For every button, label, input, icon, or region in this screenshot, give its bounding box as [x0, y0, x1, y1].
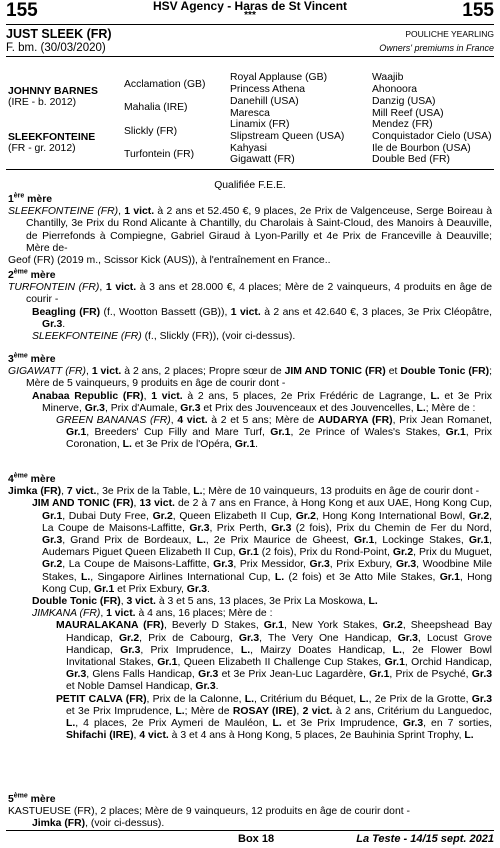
gen4-6: Conquistador Cielo (USA) [372, 131, 492, 142]
gen3-4: Maresca [230, 108, 270, 119]
produce-text: PETIT CALVA (FR), Prix de la Calonne, L., Critérium du Béquet, L., 2e Prix de la Grotte, Gr.3 et 3e Prix Imprudence, L.; Mère de ROSAY (IRE), 2 vict. à 2 ans, Critérium du Languedoc, L., 4 places, 2e Prix Aymeri de Mauléon, L. et 3e Prix Imprudence, Gr.3, en 7 sorties, Shifachi (IRE), 4 vict. à 3 et 4 ans à Hong Kong, 5 places, 2e Bauhinia Sprint Trophy, L. [56, 693, 492, 742]
produce-text: KASTUEUSE (FR), 2 places; Mère de 9 vainqueurs, 12 produits en âge de courir dont - [8, 806, 410, 818]
divider-pedigree [6, 56, 494, 57]
first-dam-section [8, 194, 492, 267]
divider-top [6, 24, 494, 25]
gen3-5: Linamix (FR) [230, 119, 290, 130]
produce-text: JIMKANA (FR), 1 vict. à 4 ans, 16 places; Mère de : [32, 608, 273, 620]
produce-text: SLEEKFONTEINE (FR), 1 vict. à 2 ans et 52.450 €, 9 places, 2e Prix de Valgenceuse, Serge Boireau à Chantilly, 3e Prix du Rond Alicante à Chantilly, du Charolais à Saint-Cloud, des Manoirs à Deauville, de Pierrefonds à Compiegne, Gabriel Giraud à Lyon-Parilly et 4e Prix de Franceville à Deauville; Mère de- [8, 206, 492, 254]
gen3-2: Princess Athena [230, 84, 306, 95]
gen4-8: Double Bed (FR) [372, 154, 450, 165]
produce-text: Jimka (FR), (voir ci-dessus). [32, 818, 165, 830]
gen4-4: Mill Reef (USA) [372, 108, 444, 119]
page-header [6, 0, 494, 22]
produce-text: SLEEKFONTEINE (FR) (f., Slickly (FR)), (voir ci-dessus). [32, 331, 296, 343]
gen4-1: Waajib [372, 72, 404, 83]
produce-text: MAURALAKANA (FR), Beverly D Stakes, Gr.1, New York Stakes, Gr.2, Sheepshead Bay Handicap, Gr.2, Prix de Cabourg, Gr.3, The Very One Handicap, Gr.3, Locust Grove Handicap, Gr.3, Prix Imprudence, L., Mairzy Doates Handicap, L., 2e Flower Bowl Invitational Stakes, Gr.1, Queen Elizabeth II Challenge Cup Stakes, Gr.1, Orchid Handicap, Gr.3, Glens Falls Handicap, Gr.3 et 3e Prix Jean-Luc Lagardère, Gr.1, Prix de Psyché, Gr.3 et Noble Damsel Handicap, Gr.3. [56, 620, 493, 693]
produce-text: Geof (FR) (2019 m., Scissor Kick (AUS)), à l'entraînement en France.. [8, 255, 331, 267]
section-heading: 4ème mère [8, 472, 56, 485]
page-footer [6, 832, 494, 846]
gen3-6: Slipstream Queen (USA) [230, 131, 345, 142]
section-heading: 1ère mère [8, 192, 53, 205]
section-heading: 2ème mère [8, 268, 56, 281]
section-heading: 3ème mère [8, 352, 56, 365]
third-dam-section [8, 354, 492, 452]
second-dam-section [8, 270, 492, 343]
lot-number-right: 155 [462, 0, 494, 21]
gen4-3: Danzig (USA) [372, 96, 436, 107]
dam-info: (FR - gr. 2012) [8, 143, 76, 154]
gen4-7: Ile de Bourbon (USA) [372, 143, 471, 154]
premium-note: Owners' premiums in France [379, 43, 494, 53]
produce-text: Double Tonic (FR), 3 vict. à 3 et 5 ans, 13 places, 3e Prix La Moskowa, L. [32, 596, 378, 608]
produce-text: Jimka (FR), 7 vict., 3e Prix de la Table, L.; Mère de 10 vainqueurs, 13 produits en âge de courir dont - [8, 486, 480, 498]
gen4-2: Ahonoora [372, 84, 418, 95]
box-number: Box 18 [238, 833, 275, 845]
horse-desc-row [6, 41, 494, 55]
produce-text: GIGAWATT (FR), 1 vict. à 2 ans, 2 places; Propre sœur de JIM AND TONIC (FR) et Double Tonic (FR); Mère de 5 vainqueurs, 9 produits en âge de courir dont - [8, 366, 492, 390]
gen4-5: Mendez (FR) [372, 119, 433, 130]
produce-text: JIM AND TONIC (FR), 13 vict. de 2 à 7 ans en France, à Hong Kong et aux UAE, Hong Kong Cup, Gr.1, Dubai Duty Free, Gr.2, Queen Elizabeth II Cup, Gr.2, Hong Kong International Bowl, Gr.2, La Coupe de Maisons-Laffitte, Gr.3, Prix Perth, Gr.3 (2 fois), Prix du Chemin de Fer du Nord, Gr.3, Grand Prix de Bordeaux, L., 2e Prix Maurice de Gheest, Gr.1, Lockinge Stakes, Gr.1, Audemars Piguet Queen Elizabeth II Cup, Gr.1 (2 fois), Prix du Rond-Point, Gr.2, Prix du Muguet, Gr.2, La Coupe de Maisons-Laffitte, Gr.3, Prix Messidor, Gr.3, Prix Exbury, Gr.3, Woodbine Mile Stakes, L., Singapore Airlines International Cup, L. (2 fois) et 3e Atto Mile Stakes, Gr.1, Hong Kong Cup, Gr.1 et Prix Exbury, Gr.3. [32, 498, 493, 595]
granddam-maternal: Turfontein (FR) [124, 149, 195, 160]
consignor-name: HSV Agency - Haras de St Vincent [152, 0, 348, 13]
gen3-7: Kahyasi [230, 143, 267, 154]
produce-text: Beagling (FR) (f., Wootton Bassett (GB)), 1 vict. à 2 ans et 42.640 €, 3 places, 3e Prix Cléopâtre, Gr.3. [32, 306, 492, 330]
sire-name: JOHNNY BARNES [8, 86, 98, 97]
gen3-1: Royal Applause (GB) [230, 72, 328, 83]
horse-title-row [6, 27, 494, 41]
sire-info: (IRE - b. 2012) [8, 97, 77, 108]
produce-text: GREEN BANANAS (FR), 4 vict. à 2 et 5 ans; Mère de AUDARYA (FR), Prix Jean Romanet, Gr.1, Breeders' Cup Filly and Mare Turf, Gr.1, 2e Prince of Wales's Stakes, Gr.1, Prix Coronation, L. et 3e Prix de l'Opéra, Gr.1. [56, 415, 493, 451]
fourth-dam-section [8, 474, 492, 742]
grandsire-maternal: Slickly (FR) [124, 126, 178, 137]
produce-text: TURFONTEIN (FR), 1 vict. à 3 ans et 28.000 €, 4 places; Mère de 2 vainqueurs, 4 produits en âge de courir - [8, 282, 492, 306]
divider-footer [6, 830, 494, 831]
granddam-paternal: Mahalia (IRE) [124, 102, 188, 113]
section-heading: 5ème mère [8, 792, 56, 805]
divider-produce [6, 169, 494, 170]
fifth-dam-section [8, 794, 492, 831]
dam-name: SLEEKFONTEINE [8, 132, 96, 143]
sale-info: La Teste - 14/15 sept. 2021 [356, 833, 494, 845]
gen3-3: Danehill (USA) [230, 96, 299, 107]
qualification: Qualifiée F.E.E. [214, 180, 286, 191]
stars-rating: *** [244, 10, 256, 21]
gen3-8: Gigawatt (FR) [230, 154, 295, 165]
horse-name: JUST SLEEK (FR) [6, 27, 112, 41]
grandsire-paternal: Acclamation (GB) [124, 79, 206, 90]
lot-number-left: 155 [6, 0, 38, 21]
produce-text: Anabaa Republic (FR), 1 vict. à 2 ans, 5 places, 2e Prix Frédéric de Lagrange, L. et 3e Prix Minerve, Gr.3, Prix d'Aumale, Gr.3 et Prix des Jouvenceaux et des Jouvencelles, L.; Mère de : [32, 390, 492, 414]
category-label: POULICHE YEARLING [405, 29, 494, 39]
horse-description: F. bm. (30/03/2020) [6, 42, 106, 54]
